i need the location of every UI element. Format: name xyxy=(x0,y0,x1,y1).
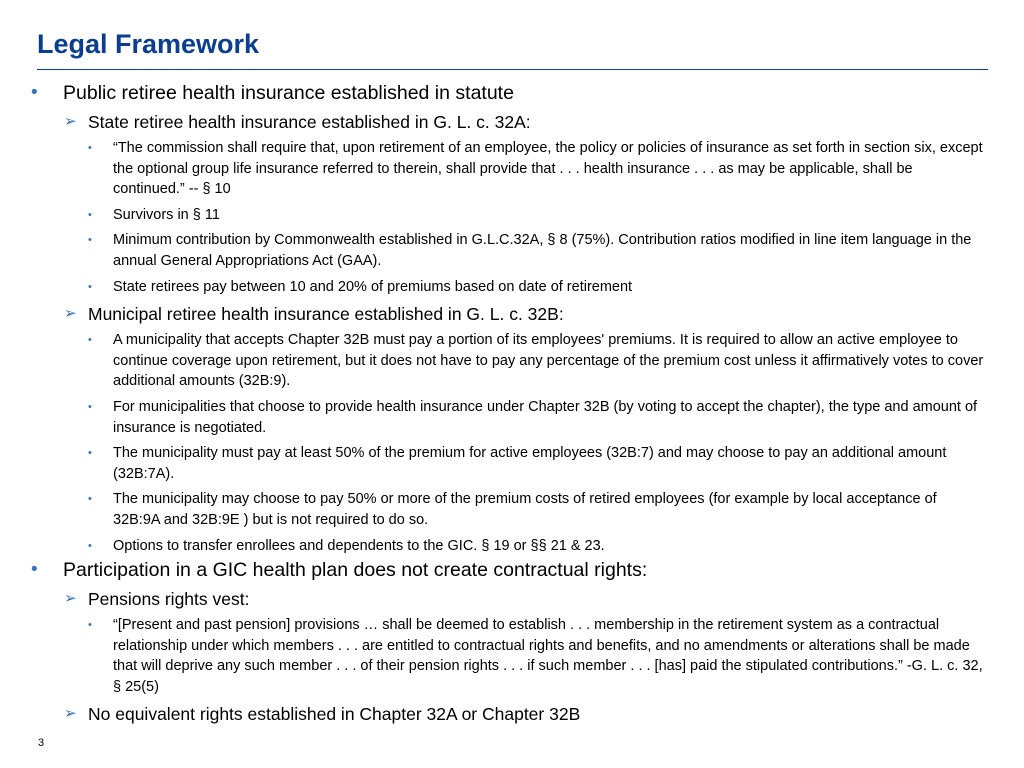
level1-bullet-text: Public retiree health insurance established in statute xyxy=(63,82,514,104)
level2-bullet xyxy=(64,703,1024,725)
level2-bullet xyxy=(64,588,1024,610)
level3-bullet-text: The municipality may choose to pay 50% or more of the premium costs of retired employees (for example by local acceptance of 32B:9A and 32B:9E ) but is not required to do so. xyxy=(113,491,937,528)
level3-bullet xyxy=(88,205,984,226)
level3-bullet xyxy=(88,489,984,530)
small-bullet-icon: • xyxy=(88,400,92,413)
level3-bullet-text: Minimum contribution by Commonwealth established in G.L.C.32A, § 8 (75%). Contribution ratios modified in line item language in the annual General Appropriations Act (GAA). xyxy=(113,232,972,269)
level2-bullet-text: State retiree health insurance established in G. L. c. 32A: xyxy=(88,112,531,132)
level3-bullet-text: Options to transfer enrollees and dependents to the GIC. § 19 or §§ 21 & 23. xyxy=(113,537,605,554)
arrow-bullet-icon: ➢ xyxy=(64,705,77,723)
level3-bullet xyxy=(88,615,984,697)
level2-bullet xyxy=(64,111,1024,133)
level3-bullet-text: A municipality that accepts Chapter 32B must pay a portion of its employees' premiums. It is required to allow an active employee to continue coverage upon retirement, but it does not have to pay any percentage of the premium cost unless it affirmatively votes to cover additional amounts (32B:9). xyxy=(113,332,984,390)
small-bullet-icon: • xyxy=(88,234,92,247)
title-divider xyxy=(37,69,988,70)
level2-bullet-text: Pensions rights vest: xyxy=(88,589,250,610)
round-bullet-icon: • xyxy=(31,559,38,581)
small-bullet-icon: • xyxy=(88,447,92,460)
level3-bullet xyxy=(88,138,984,200)
arrow-bullet-icon: ➢ xyxy=(64,113,77,130)
round-bullet-icon: • xyxy=(31,82,38,103)
level3-bullet-text: State retirees pay between 10 and 20% of premiums based on date of retirement xyxy=(113,278,633,295)
level3-bullet xyxy=(88,230,984,271)
level3-bullet-text: For municipalities that choose to provide health insurance under Chapter 32B (by voting to accept the chapter), the type and amount of insurance is negotiated. xyxy=(113,398,978,436)
level3-bullet xyxy=(88,330,984,392)
level2-bullet xyxy=(64,303,1024,325)
page-number: 3 xyxy=(38,737,45,749)
level2-bullet-text: Municipal retiree health insurance established in G. L. c. 32B: xyxy=(88,304,564,325)
small-bullet-icon: • xyxy=(88,493,92,506)
level1-bullet xyxy=(31,558,1024,582)
level3-bullet-text: “[Present and past pension] provisions … shall be deemed to establish . . . membership in the retirement system as a contractual relationship under which members . . . are entitled to contractual rights and benefits, and no amendments or alterations shall be made that will deprive any such member . . . of their pension rights . . . if such member . . . [has] paid the stipulated contributions.” -G. L. c. 32, § 25(5) xyxy=(113,617,983,695)
slide-content xyxy=(0,79,1024,725)
small-bullet-icon: • xyxy=(88,280,92,293)
level3-bullet xyxy=(88,397,984,438)
small-bullet-icon: • xyxy=(88,334,92,347)
level3-bullet-text: Survivors in § 11 xyxy=(113,206,220,223)
small-bullet-icon: • xyxy=(88,208,92,221)
level3-bullet xyxy=(88,443,984,484)
arrow-bullet-icon: ➢ xyxy=(64,590,77,608)
level2-bullet-text: No equivalent rights established in Chapter 32A or Chapter 32B xyxy=(88,704,581,725)
level3-bullet-text: “The commission shall require that, upon retirement of an employee, the policy or policies of insurance as set forth in section six, except the optional group life insurance referred to therein, shall provide that . . . health insurance . . . as may be applicable, shall be continued.” -- § 10 xyxy=(113,140,983,198)
level3-bullet xyxy=(88,536,984,557)
level1-bullet-text: Participation in a GIC health plan does not create contractual rights: xyxy=(63,559,648,582)
small-bullet-icon: • xyxy=(88,619,92,632)
level3-bullet-text: The municipality must pay at least 50% of the premium for active employees (32B:7) and may choose to pay an additional amount (32B:7A). xyxy=(113,445,947,482)
small-bullet-icon: • xyxy=(88,539,92,552)
level1-bullet xyxy=(31,81,1024,105)
small-bullet-icon: • xyxy=(88,142,92,154)
level3-bullet xyxy=(88,277,984,298)
arrow-bullet-icon: ➢ xyxy=(64,305,77,323)
slide-title: Legal Framework xyxy=(37,29,260,59)
